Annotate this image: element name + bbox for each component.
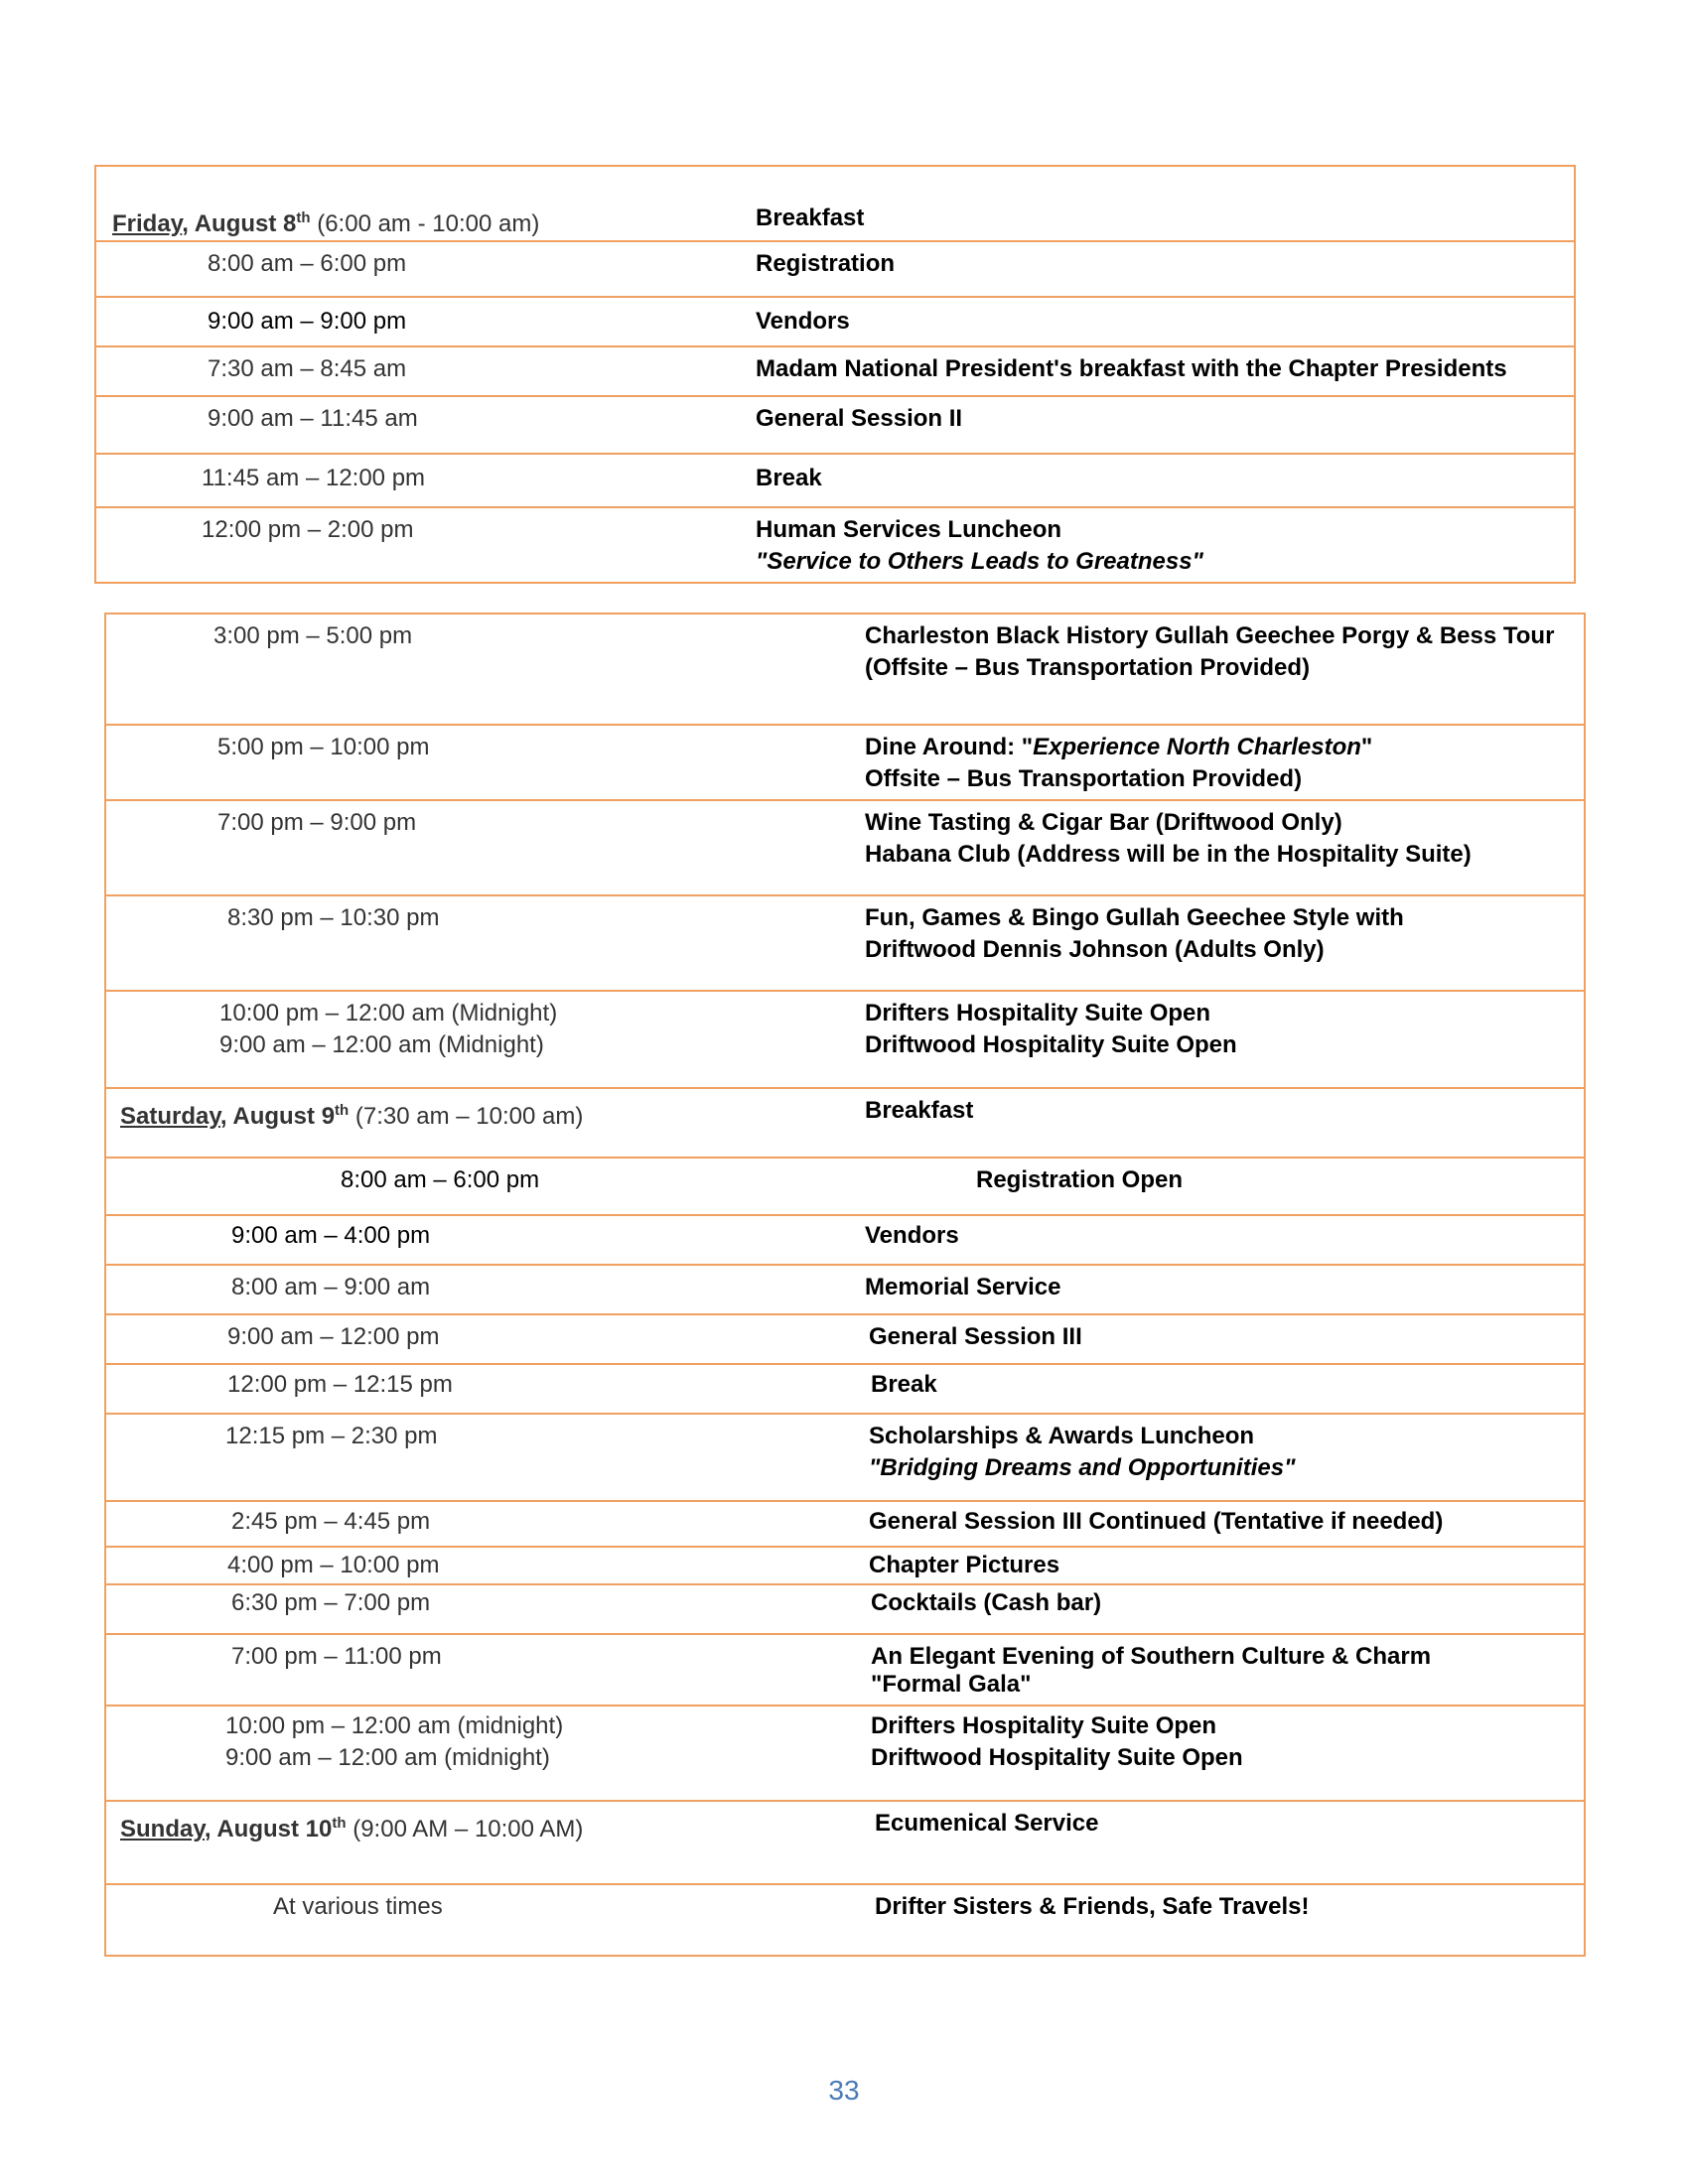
event-title: Wine Tasting & Cigar Bar (Driftwood Only) (865, 809, 1342, 836)
time-cell: 5:00 pm – 10:00 pm (105, 725, 865, 800)
day-date: , August 8 (182, 210, 297, 237)
time-range: (6:00 am - 10:00 am) (310, 210, 540, 237)
event-cell: Break (865, 1364, 1585, 1414)
event-title: Drifters Hospitality Suite Open (865, 1000, 1211, 1026)
page-number: 33 (828, 2075, 860, 2106)
day-name: Friday (112, 210, 183, 237)
time-cell: 12:15 pm – 2:30 pm (105, 1414, 865, 1501)
date-suffix: th (296, 209, 311, 226)
date-suffix: th (332, 1815, 347, 1832)
time-cell: 7:00 pm – 9:00 pm (105, 800, 865, 895)
event-subtitle: Habana Club (Address will be in the Hospitality Suite) (865, 841, 1472, 868)
event-subtitle: Driftwood Hospitality Suite Open (865, 1031, 1237, 1058)
date-suffix: th (335, 1102, 350, 1119)
time-cell: 8:00 am – 9:00 am (105, 1265, 865, 1314)
event-cell: Breakfast (756, 205, 865, 231)
event-cell: General Session II (756, 396, 1575, 454)
event-cell: Chapter Pictures (865, 1547, 1585, 1584)
day-date: , August 9 (219, 1103, 336, 1130)
event-title: Fun, Games & Bingo Gullah Geechee Style with (865, 904, 1404, 931)
event-title: Charleston Black History Gullah Geechee Porgy & Bess Tour (865, 622, 1555, 649)
time-cell: 7:30 am – 8:45 am (95, 346, 756, 396)
time-cell: 9:00 am – 4:00 pm (105, 1215, 865, 1265)
event-title-suffix: " (1360, 734, 1373, 760)
time-cell: 6:30 pm – 7:00 pm (105, 1584, 865, 1634)
event-subtitle: "Formal Gala" (871, 1671, 1032, 1698)
event-subtitle: "Bridging Dreams and Opportunities" (869, 1454, 1296, 1481)
time-cell: 8:00 am – 6:00 pm (95, 241, 756, 297)
event-subtitle: Driftwood Dennis Johnson (Adults Only) (865, 936, 1325, 963)
event-cell (865, 895, 1585, 991)
event-cell: Vendors (865, 1215, 1585, 1265)
event-cell: Cocktails (Cash bar) (865, 1584, 1585, 1634)
event-title: Drifters Hospitality Suite Open (871, 1712, 1217, 1739)
event-cell: Memorial Service (865, 1265, 1585, 1314)
event-title-italic: Experience North Charleston (1033, 734, 1361, 760)
time-cell: 4:00 pm – 10:00 pm (105, 1547, 865, 1584)
event-cell: Vendors (756, 297, 1575, 346)
time-cell: 8:30 pm – 10:30 pm (105, 895, 865, 991)
event-cell (865, 725, 1585, 800)
saturday-day-header (105, 1088, 865, 1158)
time-cell: 12:00 pm – 12:15 pm (105, 1364, 865, 1414)
event-cell: Registration Open (865, 1158, 1585, 1215)
time-cell (105, 991, 865, 1088)
time-cell: At various times (105, 1884, 865, 1956)
event-cell (865, 614, 1585, 725)
sunday-day-header (105, 1801, 865, 1884)
event-title (865, 732, 1584, 763)
event-cell: Break (756, 454, 1575, 507)
friday-day-header (95, 166, 756, 241)
event-subtitle: (Offsite – Bus Transportation Provided) (865, 654, 1311, 681)
event-subtitle: "Service to Others Leads to Greatness" (756, 548, 1203, 575)
event-subtitle: Driftwood Hospitality Suite Open (871, 1744, 1243, 1771)
time-line-2: 9:00 am – 12:00 am (Midnight) (219, 1031, 544, 1058)
time-cell: 7:00 pm – 11:00 pm (105, 1634, 865, 1706)
time-cell: 9:00 am – 12:00 pm (105, 1314, 865, 1364)
event-cell: Registration (756, 241, 1575, 297)
event-cell (865, 991, 1585, 1088)
event-title: Human Services Luncheon (756, 516, 1062, 543)
event-title-prefix: Dine Around: " (865, 734, 1034, 760)
time-cell: 9:00 am – 11:45 am (95, 396, 756, 454)
time-range: (7:30 am – 10:00 am) (349, 1103, 584, 1130)
friday-schedule-table (94, 165, 1576, 584)
event-cell: Ecumenical Service (865, 1801, 1585, 1884)
event-cell (865, 1414, 1585, 1501)
event-cell (865, 1706, 1585, 1801)
time-line-2: 9:00 am – 12:00 am (midnight) (225, 1744, 550, 1771)
time-cell: 2:45 pm – 4:45 pm (105, 1501, 865, 1547)
event-cell (865, 1634, 1585, 1706)
time-cell: 11:45 am – 12:00 pm (95, 454, 756, 507)
weekend-schedule-table (104, 613, 1586, 1957)
day-name: Saturday (120, 1103, 220, 1130)
event-cell: Drifter Sisters & Friends, Safe Travels! (865, 1884, 1585, 1956)
time-cell: 3:00 pm – 5:00 pm (213, 622, 413, 649)
event-title: Scholarships & Awards Luncheon (869, 1423, 1255, 1449)
time-cell: 9:00 am – 9:00 pm (95, 297, 756, 346)
event-cell: Madam National President's breakfast with the Chapter Presidents (756, 346, 1575, 396)
event-cell (756, 507, 1575, 583)
event-cell: Breakfast (865, 1088, 1585, 1158)
event-cell (865, 800, 1585, 895)
event-title: An Elegant Evening of Southern Culture & Charm (871, 1643, 1432, 1670)
time-cell: 8:00 am – 6:00 pm (105, 1158, 865, 1215)
time-cell: 12:00 pm – 2:00 pm (95, 507, 756, 583)
event-subtitle: Offsite – Bus Transportation Provided) (865, 765, 1303, 792)
day-name: Sunday (120, 1816, 205, 1843)
time-line-1: 10:00 pm – 12:00 am (midnight) (225, 1712, 564, 1739)
event-cell: General Session III Continued (Tentative if needed) (865, 1501, 1585, 1547)
time-range: (9:00 AM – 10:00 AM) (346, 1816, 584, 1843)
time-cell (105, 1706, 865, 1801)
event-cell: General Session III (865, 1314, 1585, 1364)
time-line-1: 10:00 pm – 12:00 am (Midnight) (219, 1000, 558, 1026)
day-date: , August 10 (204, 1816, 333, 1843)
